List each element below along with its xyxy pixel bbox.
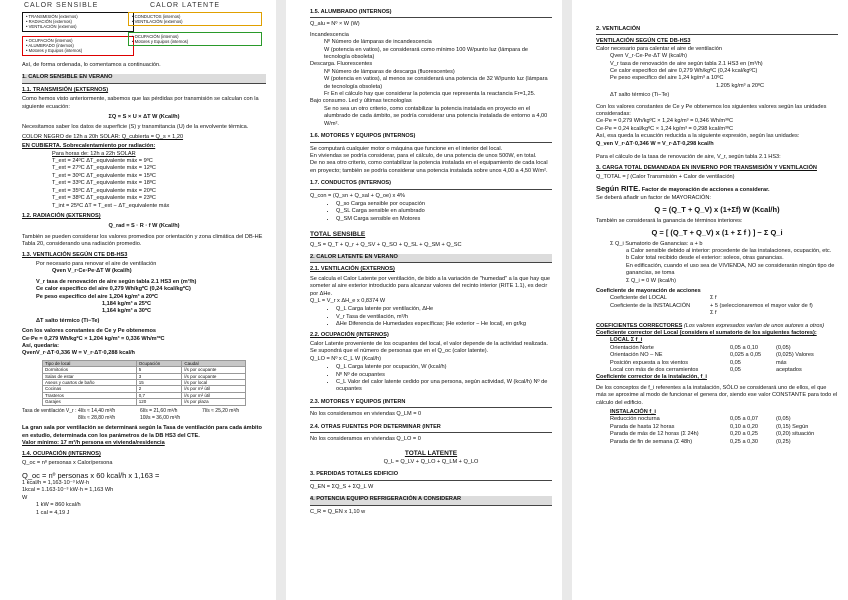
- text: Calor necesario para calentar el aire de ventilación: [596, 45, 722, 52]
- text: Se calcula el Calor Latente por ventilación, de bido a la variación de "humedad" a la que hay que someter al aire exterior introducido para alcanzar valores del recinto interior (RITE 1.1), es decir por ΔHe.: [310, 275, 550, 297]
- formula: Ce·Pe = 0,279 Wh/kgºC × 1,204 kg/m³ = 0,336 Wh/m³ºC: [22, 335, 165, 342]
- text: Nº Número de lámparas de descarga (fluorescentes): [324, 68, 455, 75]
- text: Incandescencia: [310, 31, 349, 38]
- page-3: [572, 0, 848, 600]
- formula: Q_alu = Nº × W (W): [310, 21, 360, 28]
- text: Con los valores constantes de Ce y Pe obtenemos: [22, 328, 156, 335]
- text: Ce calor especifico del aire 0,279 Wh/kgºC (0,24 kcal/kgºC): [610, 68, 758, 75]
- ventilation-table-wrap: [22, 358, 266, 408]
- heading-alumbrado: 1.5. ALUMBRADO (INTERNOS): [310, 9, 552, 18]
- ventilation-table: Tipo de local Ocupación Caudal Dormitorios 5 l/s por ocupante Salas de estar 3 l/s por ocupante Aseos y cuartos de baño 15 l/s por local Cocinas 2 l/s por m² útil Trasteros 0,7 l/s por m² útil Garajes 120 l/s por plaza: [42, 360, 246, 406]
- text: V_r tasa de renovación de aire según tabla 2.1 HS3 en (m³/h): [610, 60, 763, 67]
- heading-conductos: 1.7. CONDUCTOS (INTERNOS): [310, 180, 552, 189]
- formula: QvenV_r·ΔT·0,336 W = V_r·ΔT·0,288 kcal/h: [22, 350, 135, 357]
- formula: 1kcal = 1.163·10⁻³ kW·h = 1,163 Wh: [22, 487, 114, 494]
- heading-calor-sensible: 1. CALOR SENSIBLE EN VERANO: [22, 74, 266, 83]
- formula: Q_L = Q_LV + Q_LO + Q_LM + Q_LO: [383, 458, 479, 465]
- formula: W: [22, 494, 28, 501]
- text: Descarga. Fluorescentes: [310, 61, 373, 68]
- text: W (potencia en vatios), al menos se considerará una potencia de 32 W/punto luz (lámpara de tecnología obsoleta): [324, 76, 548, 90]
- vent-list: V_r tasa de renovación de aire según tabla 2.1 HS3 en (m³/h) Ce calor especifico del aire 0,279 Wh/kgºC (0,24 kcal/kgºC) Pe peso especifico del aire 1,204 kg/m³ a 20ºC 1,184 kg/m³ a 25ºC 1,164 kg/m³ a 30ºC ΔT salto térmico (Ti−Te): [36, 278, 197, 324]
- heading-ocupacion: 1.4. OCUPACIÓN (INTERNOS): [22, 450, 101, 457]
- heading-ocupacion-latente: 2.2. OCUPACIÓN (INTERNOS): [310, 331, 389, 338]
- conductos-list: • Q_so Carga sensible por ocupación • Q_SL Carga sensible en alumbrado • Q_SM Carga sensible en Motores: [310, 201, 552, 223]
- text: W (potencia en vatios), se considerará como mínimo 100 W/punto luz (lámpara de tecnología obsoleta): [324, 46, 528, 61]
- formula: Ce·Pe = 0,24 kcal/kgºC × 1,24 kg/m³ = 0,298 kcal/m³ºC: [596, 125, 733, 132]
- formula: Qven V_r·Ce·Pe·ΔT W (kcal/h): [610, 53, 687, 60]
- text: Nº Número de lámparas de incandescencia: [324, 39, 432, 46]
- rates-row-2: 8l/s ≈ 28,80 m³/h 10l/s = 36,00 m³/h: [78, 415, 181, 422]
- text: Σ Q_i = 0 W (kcal/h): [626, 277, 676, 284]
- heading-motores: 1.6. MOTORES Y EQUIPOS (INTERNOS): [310, 133, 552, 142]
- heading-motores-latente: 2.3. MOTORES Y EQUIPOS (INTERN: [310, 399, 552, 408]
- formula: Q_rad = S · R · f W (Kcal/h): [108, 223, 180, 230]
- text: Necesitamos saber los datos de superficie (S) y transmitancia (U) de la envolvente térmica.: [22, 124, 249, 131]
- text: a Calor sensible debido al interior: procedente de las instalaciones, ocupación, etc.: [626, 247, 832, 254]
- text: Por necesario para renovar el aire de ventilación: [36, 260, 157, 267]
- text: LOCAL Σ f_i: [610, 337, 643, 344]
- text: De los conceptos de f_i referentes a la instalación, SÓLO se considerará uno de ellos, el que más se aproxime al modo de funcionar el genera dor, siendo ese valor CONSTANTE para todo el cálculo del edificio.: [596, 384, 838, 406]
- formula: Q_oc = nº personas x 60 kcal/h x 1,163 =: [22, 470, 160, 480]
- text: Bajo consumo. Led y últimas tecnologías: [310, 98, 412, 105]
- text: No los consideramos en viviendas Q_LO = 0: [310, 436, 421, 443]
- text: Pe peso especifico del aire 1,24 kg/m³ a 10ºC: [610, 75, 724, 82]
- formula: Q = [ (Q_T + Q_V) x (1 + Σ f ) ] − Σ Q_i: [651, 228, 783, 238]
- page-1: [0, 0, 276, 600]
- text: De no sea otro criterio, como contabilizar la potencia instalada en el equipamiento de cada local en proyecto; también se podría considerar una potencia instalada sobre unos 4,00 a 4,50 W/m².: [310, 160, 548, 174]
- text: Valor mínimo: 17 m³/h persona en vivienda/residencia: [22, 440, 165, 447]
- legend-box-sensible-internal: • OCUPACIÓN (internos) • ALUMBRADO (internos) • Motores y Equipos (internos): [22, 36, 134, 56]
- heading-ventilacion-latente: 2.1. VENTILACIÓN (EXTERNOS): [310, 266, 395, 273]
- ocup-latente-list: • Q_L Carga latente por ocupación, W (kcal/h) • Nº Nº de ocupantes • C_L Valor del calor latente cedido por una persona, según actividad, W (kcal/h) Nº de ocupantes: [310, 364, 552, 394]
- text: 1.205 kg/m³ a 20ºC: [716, 82, 765, 89]
- formula: Q_LO = Nº x C_L W (Kcal/h): [310, 355, 382, 362]
- text: Se no sea un otro criterio, como contabilizar la potencia instalada en proyecto en el alumbrado de cada ámbito, se podría considerar una potencia instalada de entorno a 4,00 W/m².: [324, 105, 548, 127]
- formula: Q_EN = ΣQ_S + ΣQ_L W: [310, 483, 374, 490]
- text: En edificación, cuando el uso sea de VIVIENDA, NO se considerarán ningún tipo de ganancias, se toma: [626, 262, 835, 277]
- subheading: VENTILACIÓN SEGÚN CTE DB-HS3: [596, 38, 691, 45]
- vent-latente-list: • Q_L Carga latente por ventilación, ΔHe • V_r Tasa de ventilación, m³/h • ΔHe Diferencia de Humedades específicas; |He exterior − He local|, en gr/kg: [310, 306, 552, 328]
- formula: 1 cal = 4,19 J: [36, 509, 70, 516]
- local-table: Orientación Norte 0,05 a 0,10 (0,05) Orientación NO – NE 0,025 a 0,05 (0,025) Valores Posición expuesta a los vientos 0,05 más Local con más de dos cerramientos 0,05 aceptados: [610, 344, 814, 374]
- heading-perdidas: 3. PERDIDAS TOTALES EDIFICIO: [310, 471, 552, 480]
- legend-title-latente: CALOR LATENTE: [150, 2, 221, 9]
- heading-calor-latente: 2. CALOR LATENTE EN VERANO: [310, 254, 552, 263]
- text: También se considerará la ganancia de términos interiores:: [596, 217, 743, 224]
- inst-table: Reducción nocturna 0,05 a 0,07 (0,05) Parada de hasta 12 horas 0,10 a 0,20 (0,15) Según Parada de más de 12 horas (Σ 24h) 0,20 a 0,25 (0,20) situación Parada de fin de semana (Σ 48h) 0,25 a 0,30 (0,25): [610, 416, 815, 445]
- text: Coeficiente corrector del Local (considera el sumatorio de los siguientes factores):: [596, 330, 817, 336]
- total-latente-title: TOTAL LATENTE: [404, 449, 458, 457]
- text: Así, quedaría:: [22, 343, 59, 349]
- formula: Qven V_r·Ce·Pe·ΔT W (kcal/h): [52, 268, 132, 275]
- legend: [0, 0, 276, 62]
- temp-list: T_ext = 24ºC ΔT_equivalente máx = 9ºC T_ext = 27ºC ΔT_equivalente máx = 12ºC T_ext = 30ºC ΔT_equivalente máx = 15ºC T_ext = 33ºC ΔT_equivalente máx = 18ºC T_ext = 35ºC ΔT_equivalente máx = 20ºC T_ext = 38ºC ΔT_equivalente máx = 23ºC T_int = 25ºC ΔT = T_ext − ΔT_equivalente máx: [52, 158, 170, 209]
- rates-row: Tasa de ventilación V_r : 4l/s ≈ 14,40 m³/h 6l/s = 21,60 m³/h 7l/s ≈ 25,20 m³/h: [22, 407, 240, 414]
- text: En viviendas se podría considerar, para el cálculo, de una potencia de unos 500W, en total.: [310, 152, 537, 159]
- text: INSTALACIÓN f_i: [610, 409, 656, 416]
- legend-box-latente-internal: • OCUPACIÓN (internos) • Motores y Equipos (internos): [128, 32, 262, 46]
- text: Para el cálculo de la tasa de renovación de aire, V_r, según tabla 2.1 HS3:: [596, 154, 781, 161]
- legend-title-sensible: CALOR SENSIBLE: [24, 2, 99, 9]
- formula: C_R = Q_EN x 1,10 w: [310, 508, 366, 515]
- formula: Q = (Q_T + Q_V) x (1+Σf) W (Kcal/h): [654, 205, 780, 215]
- heading-radiacion: 1.2. RADIACIÓN (EXTERNOS): [22, 212, 101, 219]
- rite-line: Según RITE. Factor de mayoración de acciones a considerar.: [596, 184, 770, 194]
- text: Fr En el cálculo hay que considerar la potencia que representa la reactancia Fr=1,25.: [324, 91, 536, 98]
- intro-text: Así, de forma ordenada, lo comentamos a continuación.: [22, 62, 161, 68]
- formula: Q_ven V_r·ΔT·0,346 W = V_r·ΔT·0,298 kcal/h: [596, 140, 714, 147]
- formula: Q_L = V_r x ΔH_e x 0,8374 W: [310, 298, 386, 304]
- text: Σ Q_i Sumatorio de Ganancias: a + b: [610, 240, 703, 247]
- formula: Ce·Pe = 0,279 Wh/kgºC × 1,24 kg/m³ = 0,346 Wh/m³ºC: [596, 118, 733, 125]
- text: Coeficiente corrector de la instalación, f_i: [596, 374, 707, 381]
- text: ΔT salto térmico (Ti−Te): [610, 92, 670, 99]
- page-2: [286, 0, 562, 600]
- text: Σ f: [710, 310, 717, 317]
- text: Como hemos visto anteriormente, sabemos que las pérdidas por transmisión se calculan con la siguiente ecuación:: [22, 96, 259, 110]
- text: EN CUBIERTA. Sobrecalentamiento por radiación:: [22, 143, 156, 150]
- text: b Calor total recibido desde el exterior: soleos, otras ganancias.: [626, 255, 784, 262]
- formula: ΣQ = S × U × ΔT W (Kcal/h): [108, 114, 180, 121]
- formula: Q_S = Q_T + Q_r + Q_SV + Q_SO + Q_SL + Q_SM + Q_SC: [310, 241, 462, 248]
- heading-carga-total: 3. CARGA TOTAL DEMANDADA EN INVIERNO POR TRANSMISIÓN Y VENTILACIÓN: [596, 164, 817, 171]
- total-sensible-title: TOTAL SENSIBLE: [310, 231, 366, 239]
- legend-box-latente-external: • CONDUCTOS (internos) • VENTILACIÓN (externos): [128, 12, 262, 26]
- text: Coeficiente de mayoración de acciones: [596, 287, 701, 294]
- text: No los consideramos en viviendas Q_LM = 0: [310, 411, 422, 418]
- text: Se deberá añadir un factor de MAYORACIÓN:: [596, 194, 711, 201]
- text: Se computará cualquier motor o máquina que funcione en el interior del local.: [310, 145, 503, 152]
- text: Calor Latente proveniente de los ocupantes del local, el valor depende de la actividad realizada. Se supondrá que el número de personas que en el Q_oc (calor latente).: [310, 341, 548, 355]
- heading-otras-fuentes: 2.4. OTRAS FUENTES POR DETERMINAR (INTER: [310, 424, 552, 433]
- coef-row: Coeficiente de la INSTALACIÓN + 5 (seleccionaremos el mayor valor de f): [610, 302, 813, 309]
- formula: Q_con = (Q_sn + Q_sal + Q_oe) x 4%: [310, 192, 405, 199]
- text: La gran sala por ventilación se determinará según la Tasa de ventilación para cada ámbito en estudio, determinada con los parámetros de la DB HS3 del CTE.: [22, 425, 262, 439]
- legend-box-sensible-external: • TRANSMISIÓN (externos) • RADIACIÓN (externos) • VENTILACIÓN (externos): [22, 12, 134, 32]
- text: COLOR NEGRO de 12h a 20h SOLAR: Q_cubierta = Q_s × 1,20: [22, 133, 184, 140]
- formula: 1 kW = 860 kcal/h: [36, 502, 81, 509]
- coef-row: Coeficiente del LOCAL Σ f: [610, 295, 717, 302]
- heading-ventilacion-invierno: 2. VENTILACIÓN: [596, 26, 838, 35]
- text: También se pueden considerar los valores promedios por orientación y zona climática del DB-HE Tabla 20, considerando una radiación promedio.: [22, 233, 263, 248]
- text: Con los valores constantes de Ce y Pe obtenemos los siguientes valores según las unidades consideradas:: [596, 103, 827, 118]
- formula: Q_oc = nº personas x Calor/persona: [22, 460, 113, 467]
- heading-ventilacion: 1.3. VENTILACIÓN SEGÚN CTE DB-HS3: [22, 251, 128, 258]
- formula: 1 kcal/h = 1,163·10⁻³ kW·h: [22, 480, 90, 486]
- text: Para horas de: 12h a 22h SOLAR: [52, 150, 136, 157]
- formula: Q_TOTAL = ∫ (Calor Transmisión + Calor de ventilación): [596, 173, 735, 180]
- heading-potencia: 4. POTENCIA EQUIPO REFRIGERACIÓN A CONSIDERAR: [310, 496, 552, 505]
- text: Así, esa queda la ecuación reducida a la siguiente expresión, según las unidades:: [596, 133, 800, 140]
- heading-transmision: 1.1. TRANSMISIÓN (EXTERNOS): [22, 86, 109, 93]
- coef-title: COEFICIENTES CORRECTORES (Los valores expresados varían de unos autores a otros): [596, 322, 825, 329]
